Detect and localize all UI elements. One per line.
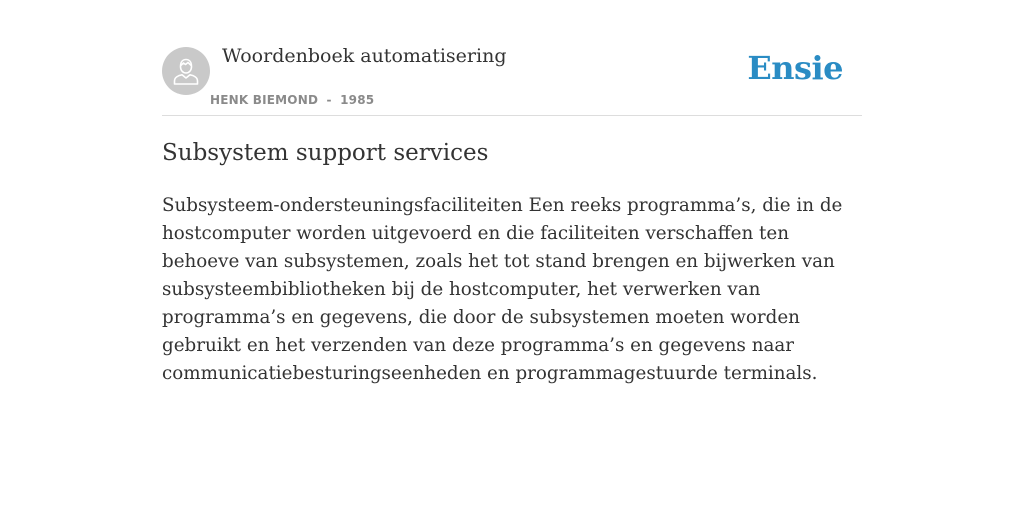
author-byline (210, 93, 374, 107)
user-icon (170, 55, 202, 87)
entry-card (162, 44, 862, 388)
author-name[interactable]: HENK BIEMOND (210, 93, 319, 107)
byline-separator: - (326, 93, 332, 107)
ensie-logo[interactable]: Ensie (747, 49, 843, 87)
entry-definition: Subsysteem-ondersteuningsfaciliteiten Een reeks programma’s, die in de hostcomputer worden uitgevoerd en die faciliteiten verschaffen ten behoeve van subsystemen, zoals het tot stand brengen en bijwerken van subsysteembibliotheken bij de hostcomputer, het verwerken van programma’s en gegevens, die door de subsystemen moeten worden gebruikt en het verzenden van deze programma’s en gegevens naar communicatiebesturingseenheden en programmagestuurde terminals. (162, 195, 843, 384)
publication-year: 1985 (340, 93, 375, 107)
book-title[interactable]: Woordenboek automatisering (222, 45, 507, 67)
entry-title: Subsystem support services (162, 140, 489, 166)
entry-header (162, 44, 862, 116)
author-avatar[interactable] (162, 47, 210, 95)
